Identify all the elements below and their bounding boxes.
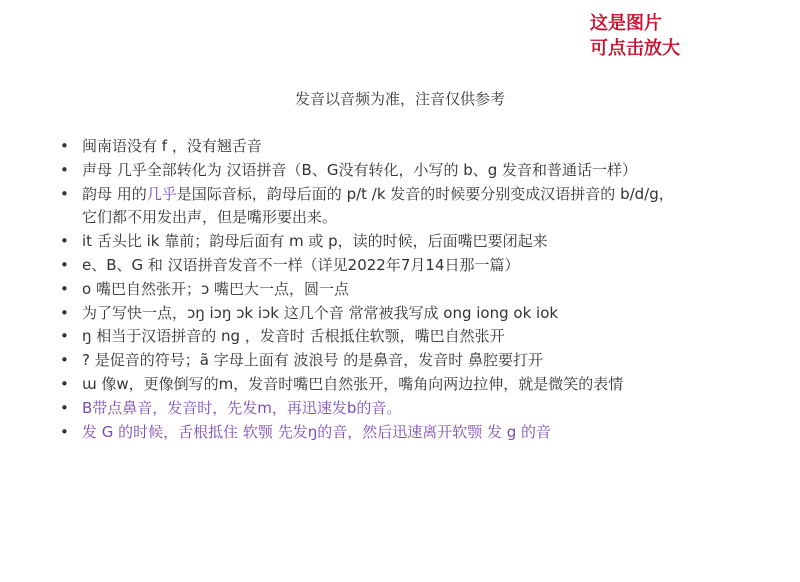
list-item [60,135,760,159]
list-item-text: 发 G 的时候，舌根抵住 软颚 先发ŋ的音，然后迅速离开软颚 发 g 的音 [82,422,552,441]
list-item-text: 声母 几乎全部转化为 汉语拼音（B、G没有转化，小写的 b、g 发音和普通话一样） [82,160,638,179]
list-item [60,159,760,183]
list-item-text: o 嘴巴自然张开；ɔ 嘴巴大一点，圆一点 [82,279,349,298]
bullet-icon: • [60,303,69,322]
list-item-line-2: 它们都不用发出声，但是嘴形要出来。 [82,208,338,227]
bullet-icon: • [60,422,69,441]
bullet-icon: • [60,137,69,155]
list-item-text: 闽南语没有 f ，没有翘舌音 [82,137,262,155]
list-item [60,230,760,254]
bullet-icon: • [60,160,69,179]
list-item [60,397,760,421]
list-item-line-1 [82,183,760,207]
bullet-icon: • [60,327,69,346]
note-line-1: 这是图片 [590,13,662,34]
list-item [60,325,760,349]
list-item-text: B带点鼻音，发音时，先发m，再迅速发b的音。 [82,398,402,417]
bullet-icon: • [60,398,69,417]
bullet-icon: • [60,184,69,203]
list-item-text: ? 是促音的符号；ã 字母上面有 波浪号 的是鼻音，发音时 鼻腔要打开 [82,351,543,370]
list-item-text: ŋ 相当于汉语拼音的 ng ，发音时 舌根抵住软颚，嘴巴自然张开 [82,327,505,346]
list-item [60,302,760,326]
bullet-icon: • [60,232,69,251]
list-item-text: it 舌头比 ik 靠前；韵母后面有 m 或 p，读的时候，后面嘴巴要闭起来 [82,232,548,251]
list-item-text: e、B、G 和 汉语拼音发音不一样（详见2022年7月14日那一篇） [82,255,520,274]
list-item [60,278,760,302]
bullet-icon: • [60,374,69,393]
list-item-text: 韵母 用的 [82,184,147,203]
list-item [60,183,760,231]
note-line-2: 可点击放大 [590,38,680,59]
list-item-text: ɯ 像w，更像倒写的m，发音时嘴巴自然张开，嘴角向两边拉伸，就是微笑的表情 [82,374,624,393]
pronunciation-notes-list [60,135,760,444]
bullet-icon: • [60,351,69,370]
list-item [60,421,760,445]
page-heading: 发音以音频为准，注音仅供参考 [294,90,505,108]
list-item [60,373,760,397]
list-item [60,349,760,373]
list-item [60,254,760,278]
list-item-text: 是国际音标，韵母后面的 p/t /k 发音的时候要分别变成汉语拼音的 b/d/g， [176,184,674,203]
list-item-text: 为了写快一点，ɔŋ iɔŋ ɔk iɔk 这几个音 常常被我写成 ong iong ok iok [82,303,559,322]
bullet-icon: • [60,279,69,298]
bullet-icon: • [60,255,69,274]
click-to-enlarge-note [590,11,680,61]
highlighted-text: 几乎 [146,184,177,203]
